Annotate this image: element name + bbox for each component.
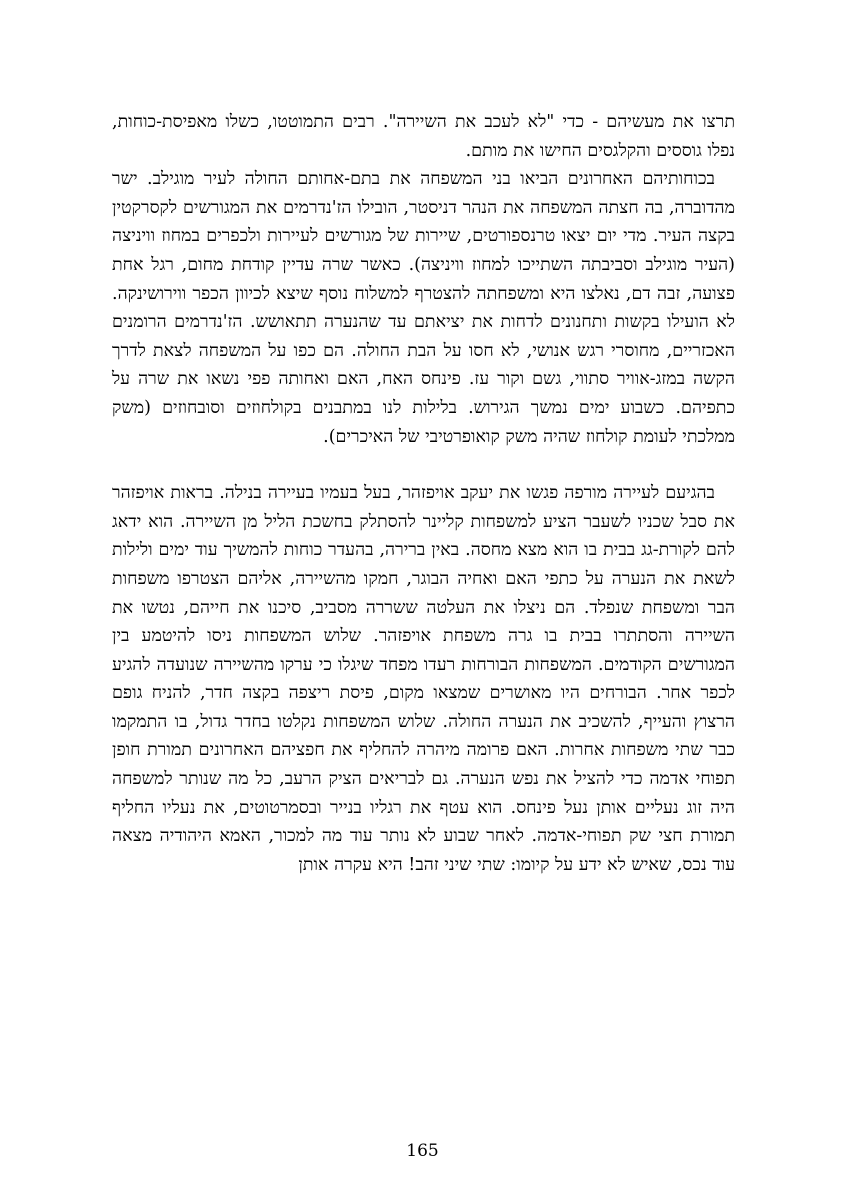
paragraph-2: בכוחותיהם האחרונים הביאו בני המשפחה את בתם-אחותם החולה לעיר מוגילב. ישר מהדוברה, בה חצתה המשפחה את הנהר דניסטר, הובילו הז'נדרמים את המגורשים לקסרקטין בקצה העיר. מדי יום יצאו טרנספורטים, שיירות של מגורשים לעיירות ולכפרים במחוז וויניצה (העיר מוגילב וסביבתה השתייכו למחוז וויניצה). כאשר שרה עדיין קודחת מחום, רגל אחת פצועה, זבה דם, נאלצו היא ומשפחתה להצטרף למשלוח נוסף שיצא לכיוון הכפר ווירושינקה. לא הועילו בקשות ותחנונים לדחות את יציאתם עד שהנערה תתאושש. הז'נדרמים הרומנים האכזריים, מחוסרי רגש אנושי, לא חסו על הבת החולה. הם כפו על המשפחה לצאת לדרך הקשה במזג-אוויר סתווי, גשם וקור עז. פינחס האח, האם ואחותה פפי נשאו את שרה על כתפיהם. כשבוע ימים נמשך הגירוש. בלילות לנו במתבנים בקולחוזים וסובחוזים (משק ממלכתי לעומת קולחוז שהיה משק קואופרטיבי של האיכרים). <box>112 169 735 447</box>
page-number: 165 <box>406 1141 439 1161</box>
paragraph-separator <box>112 451 735 479</box>
document-page <box>112 108 735 879</box>
paragraph-3: בהגיעם לעיירה מורפה פגשו את יעקב אויפזהר, בעל בעמיו בעיירה בנילה. בראות אויפזהר את סבל שכניו לשעבר הציע למשפחות קליינר להסתלק בחשכת הליל מן השיירה. הוא ידאג להם לקורת-גג בבית בו הוא מצא מחסה. באין ברירה, בהעדר כוחות להמשיך עוד ימים ולילות לשאת את הנערה על כתפי האם ואחיה הבוגר, חמקו מהשיירה, אליהם הצטרפו משפחות הבר ומשפחת שנפלד. הם ניצלו את העלטה ששררה מסביב, סיכנו את חייהם, נטשו את השיירה והסתתרו בבית בו גרה משפחת אויפזהר. שלוש המשפחות ניסו להיטמע בין המגורשים הקודמים. המשפחות הבורחות רעדו מפחד שיגלו כי ערקו מהשיירה שנועדה להגיע לכפר אחר. הבורחים היו מאושרים שמצאו מקום, פיסת ריצפה בקצה חדר, להניח גופם הרצוץ והעייף, להשכיב את הנערה החולה. שלוש המשפחות נקלטו בחדר גדול, בו התמקמו כבר שתי משפחות אחרות. האם פרומה מיהרה להחליף את חפציהם האחרונים תמורת חופן תפוחי אדמה כדי להציל את נפש הנערה. גם לבריאים הציק הרעב, כל מה שנותר למשפחה היה זוג נעליים אותן נעל פינחס. הוא עטף את רגליו בנייר ובסמרטוטים, את נעליו החליף תמורת חצי שק תפוחי-אדמה. לאחר שבוע לא נותר עוד מה למכור, האמא היהודיה מצאה עוד נכס, שאיש לא ידע על קיומו: שתי שיני זהב! היא עקרה אותן <box>112 483 735 875</box>
paragraph-1: תרצו את מעשיהם - כדי "לא לעכב את השיירה". רבים התמוטטו, כשלו מאפיסת-כוחות, נפלו גוססים והקלגסים החישו את מותם. <box>112 112 735 161</box>
